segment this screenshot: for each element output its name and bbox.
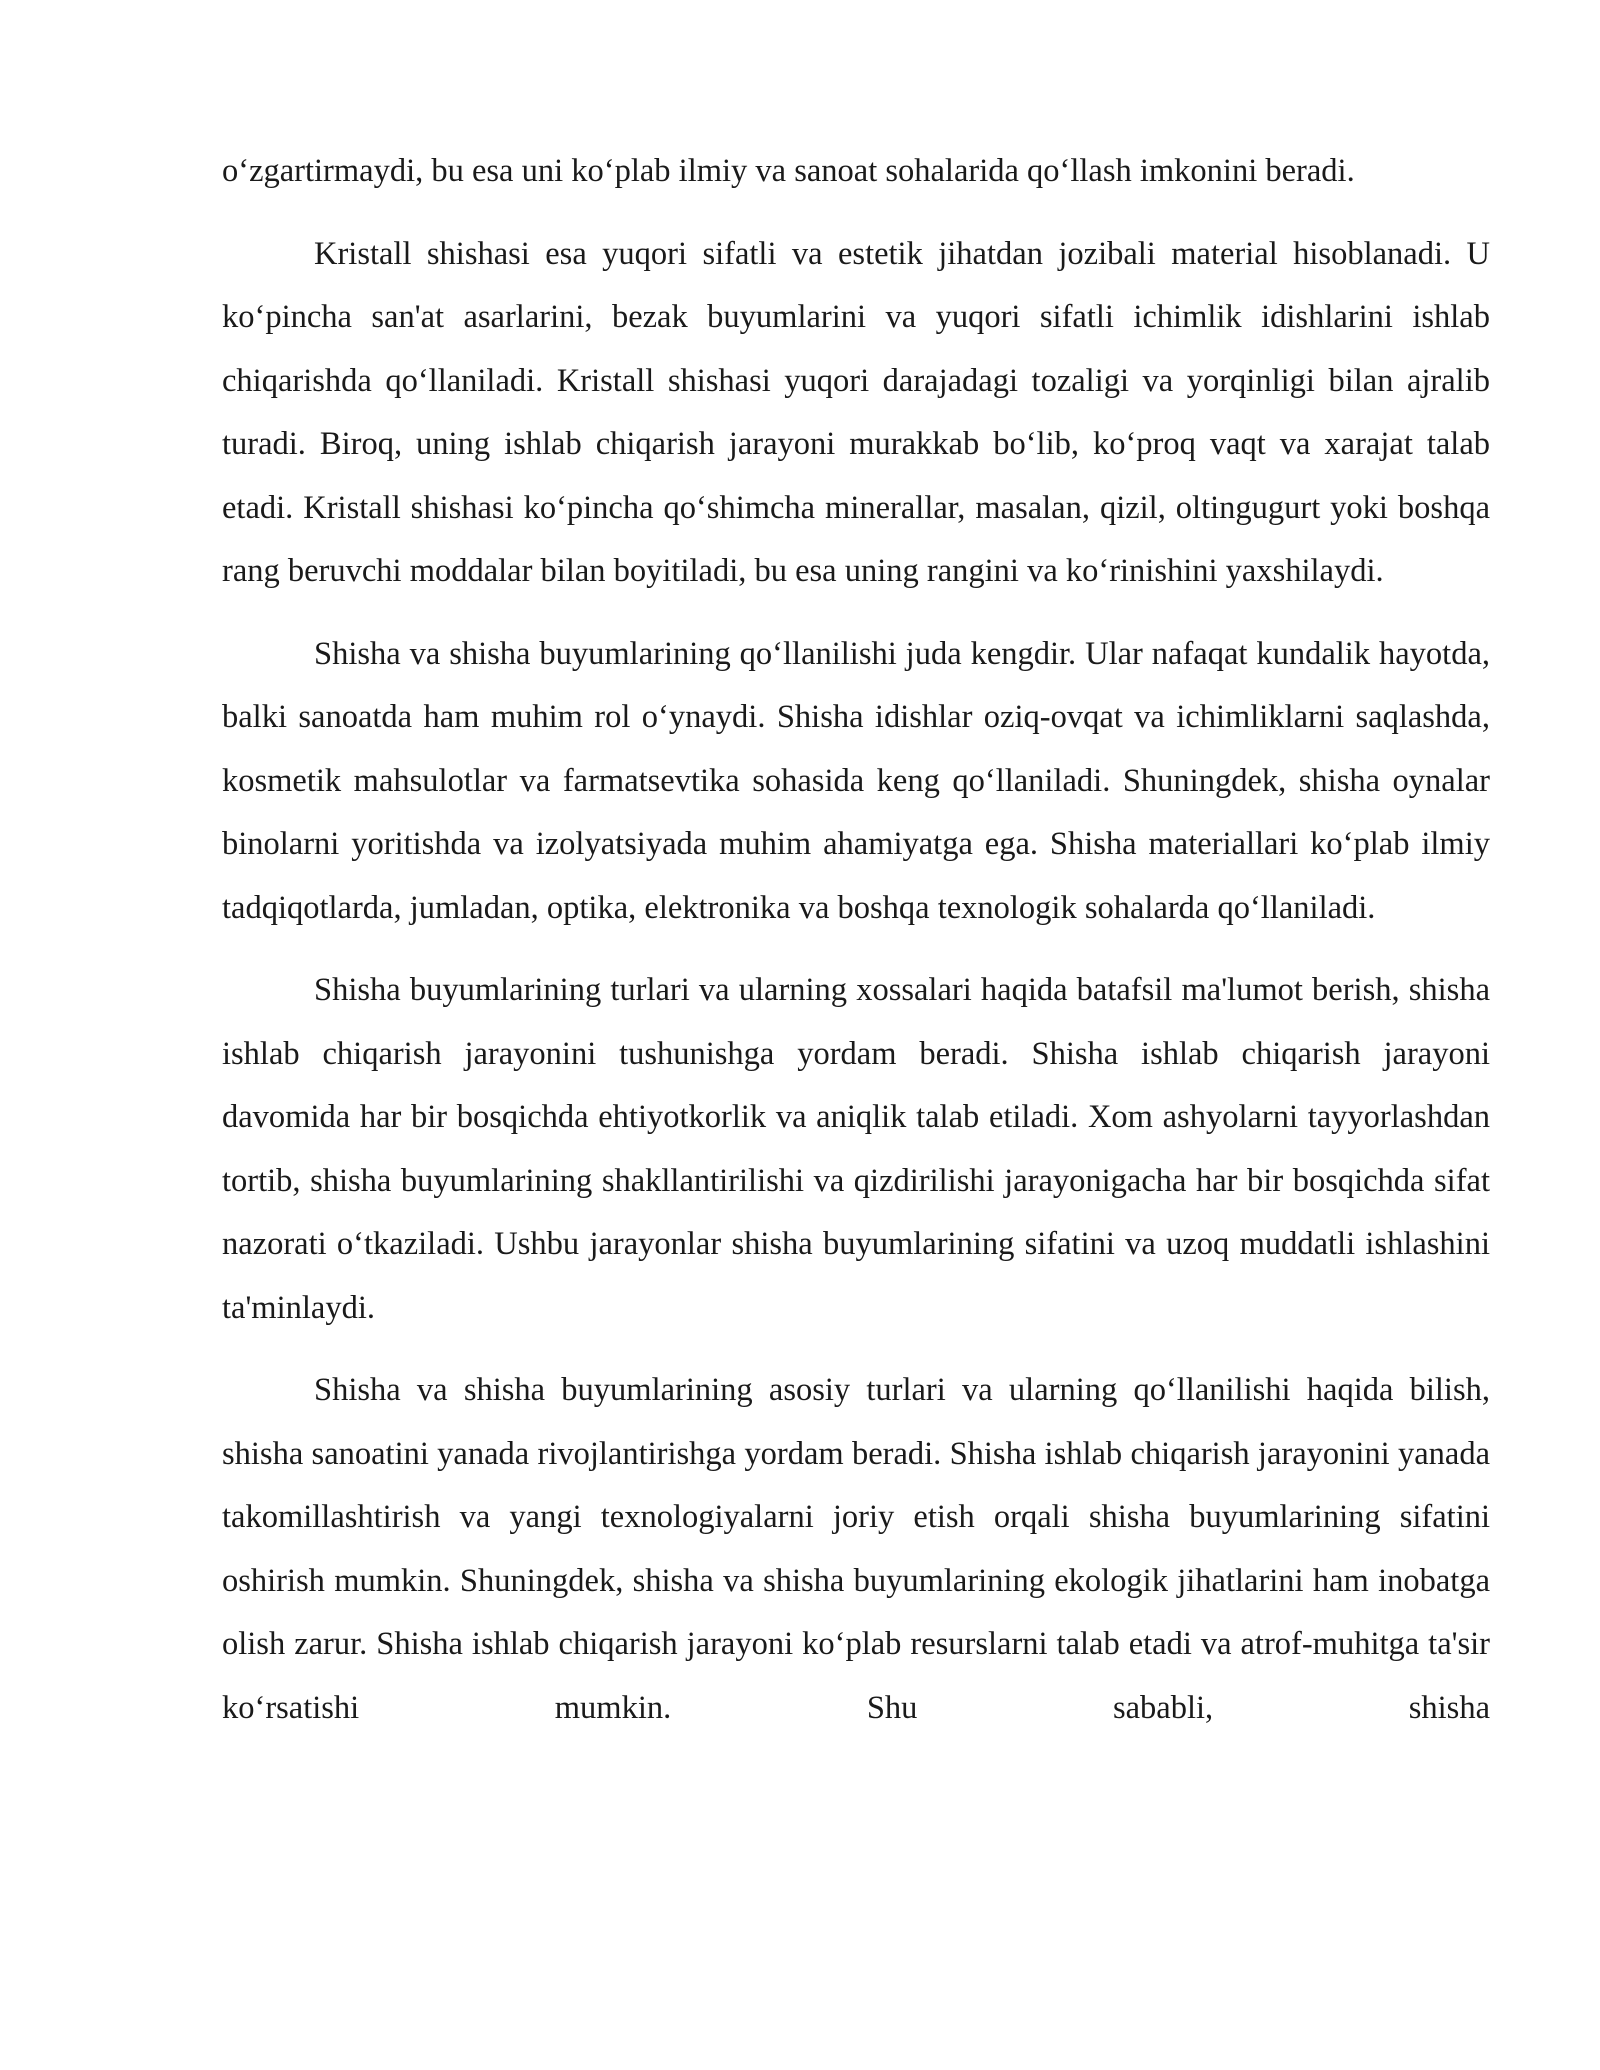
document-body	[222, 140, 1490, 1740]
paragraph-glass-types: Shisha buyumlarining turlari va ularning xossalari haqida batafsil ma'lumot berish, shisha ishlab chiqarish jarayonini tushunishga yordam beradi. Shisha ishlab chiqarish jarayoni davomida har bir bosqichda ehtiyotkorlik va aniqlik talab etiladi. Xom ashyolarni tayyorlashdan tortib, shisha buyumlarining shakllantirilishi va qizdirilishi jarayonigacha har bir bosqichda sifat nazorati o‘tkaziladi. Ushbu jarayonlar shisha buyumlarining sifatini va uzoq muddatli ishlashini ta'minlaydi.	[222, 972, 1490, 1326]
paragraph-glass-industry: Shisha va shisha buyumlarining asosiy turlari va ularning qo‘llanilishi haqida bilish, shisha sanoatini yanada rivojlantirishga yordam beradi. Shisha ishlab chiqarish jarayonini yanada takomillashtirish va yangi texnologiyalarni joriy etish orqali shisha buyumlarining sifatini oshirish mumkin. Shuningdek, shisha va shisha buyumlarining ekologik jihatlarini ham inobatga olish zarur. Shisha ishlab chiqarish jarayoni ko‘plab resurslarni talab etadi va atrof-muhitga ta'sir ko‘rsatishi mumkin. Shu sababli, shisha	[222, 1372, 1490, 1726]
paragraph-crystal-glass: Kristall shishasi esa yuqori sifatli va estetik jihatdan jozibali material hisoblanadi. U ko‘pincha san'at asarlarini, bezak buyumlarini va yuqori sifatli ichimlik idishlarini ishlab chiqarishda qo‘llaniladi. Kristall shishasi yuqori darajadagi tozaligi va yorqinligi bilan ajralib turadi. Biroq, uning ishlab chiqarish jarayoni murakkab bo‘lib, ko‘proq vaqt va xarajat talab etadi. Kristall shishasi ko‘pincha qo‘shimcha minerallar, masalan, qizil, oltingugurt yoki boshqa rang beruvchi moddalar bilan boyitiladi, bu esa uning rangini va ko‘rinishini yaxshilaydi.	[222, 235, 1490, 589]
paragraph-glass-usage: Shisha va shisha buyumlarining qo‘llanilishi juda kengdir. Ular nafaqat kundalik hayotda, balki sanoatda ham muhim rol o‘ynaydi. Shisha idishlar oziq-ovqat va ichimliklarni saqlashda, kosmetik mahsulotlar va farmatsevtika sohasida keng qo‘llaniladi. Shuningdek, shisha oynalar binolarni yoritishda va izolyatsiyada muhim ahamiyatga ega. Shisha materiallari ko‘plab ilmiy tadqiqotlarda, jumladan, optika, elektronika va boshqa texnologik sohalarda qo‘llaniladi.	[222, 635, 1490, 926]
paragraph-continuation: o‘zgartirmaydi, bu esa uni ko‘plab ilmiy va sanoat sohalarida qo‘llash imkonini beradi.	[222, 153, 1355, 189]
